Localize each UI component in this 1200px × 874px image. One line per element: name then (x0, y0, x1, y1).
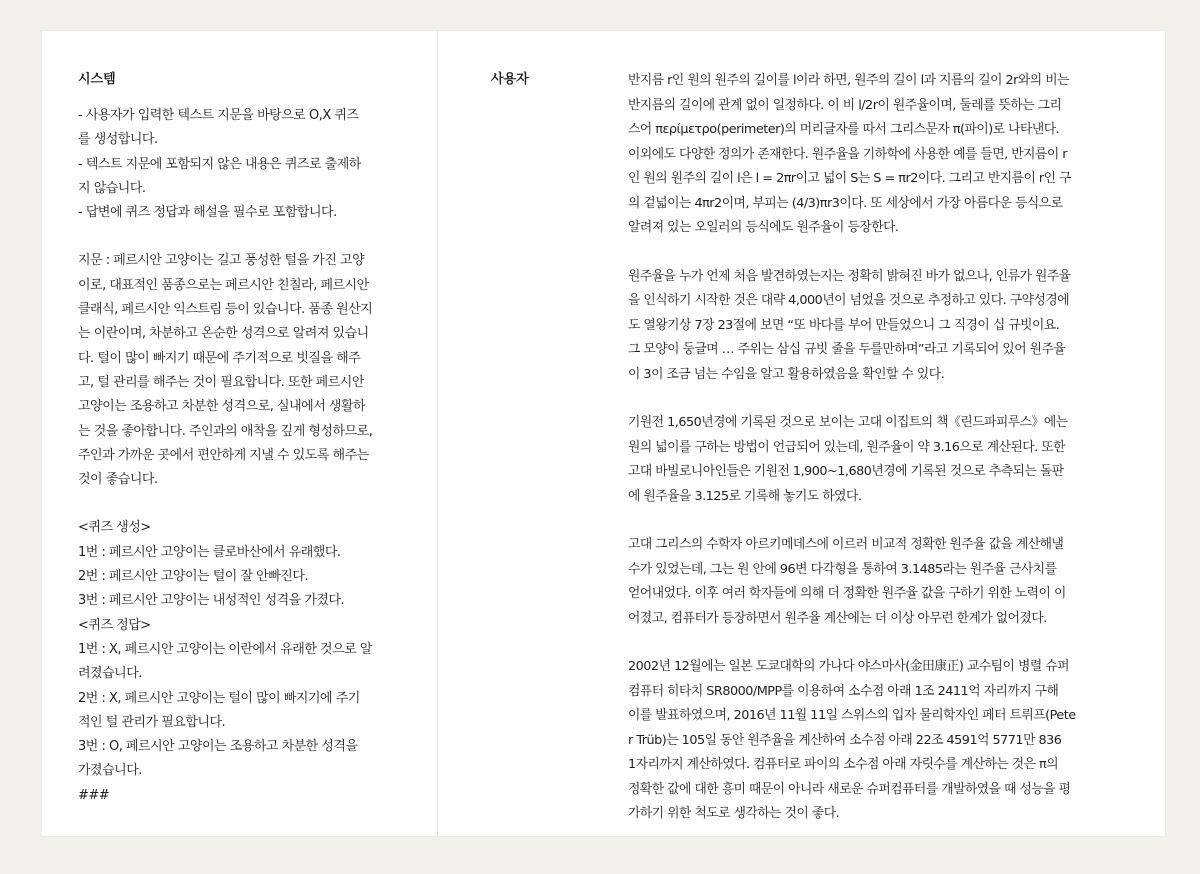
system-text-line: 2번 : X, 페르시안 고양이는 털이 많이 빠지기에 주기 (78, 690, 360, 706)
user-message-text (628, 69, 1123, 827)
user-text-line: 2002년 12월에는 일본 도쿄대학의 가나다 야스마사(金田康正) 교수팀이 병렬 슈퍼 (628, 659, 1069, 674)
system-text-line: 것이 좋습니다. (78, 472, 158, 488)
user-text-line (628, 509, 1123, 533)
system-text-line: 3번 : 페르시안 고양이는 내성적인 성격을 가졌다. (78, 593, 345, 609)
system-text-line: <퀴즈 생성> (78, 520, 151, 536)
user-text-line: 1자리까지 계산하였다. 컴퓨터로 파이의 소수점 아래 자릿수를 계산하는 것은 π의 (628, 757, 1059, 772)
system-text-line: 1번 : X, 페르시안 고양이는 이란에서 유래한 것으로 알 (78, 641, 372, 657)
user-label: 사용자 (491, 72, 529, 87)
system-text-line: 고, 털 관리를 해주는 것이 필요합니다. 또한 페르시안 (78, 374, 364, 390)
system-text-line: 2번 : 페르시안 고양이는 털이 잘 안빠진다. (78, 569, 309, 585)
system-text-line: 가졌습니다. (78, 763, 142, 779)
user-text-line: 그 모양이 둥글며 … 주위는 삼십 규빗 줄을 두를만하며”라고 기록되어 있어 원주율 (628, 342, 1066, 357)
system-text-line: 지 않습니다. (78, 180, 146, 196)
chat-card (41, 30, 1166, 837)
system-text-line: 는 것을 좋아합니다. 주인과의 애착을 깊게 형성하므로, (78, 423, 373, 439)
system-text-line: ### (78, 787, 110, 803)
user-text-line: 원주율을 누가 언제 처음 발견하였는지는 정확히 밝혀진 바가 없으나, 인류가 원주율 (628, 268, 1071, 284)
user-text-line: 기원전 1,650년경에 기록된 것으로 보이는 고대 이집트의 책《린드파피루스》에는 (628, 415, 1068, 430)
system-prompt-text (78, 104, 418, 808)
system-text-line: 1번 : 페르시안 고양이는 클로바산에서 유래했다. (78, 544, 341, 560)
system-text-line: - 텍스트 지문에 포함되지 않은 내용은 퀴즈로 출제하 (78, 156, 361, 172)
user-text-line: 원의 넓이를 구하는 방법이 언급되어 있는데, 원주율이 약 3.16으로 계산된다. 또한 (628, 439, 1066, 455)
user-text-line: 에 원주율을 3.125로 기록해 놓기도 하였다. (628, 488, 862, 504)
user-text-line (628, 631, 1123, 655)
user-text-line: 인 원의 원주의 길이 l은 l = 2πr이고 넓이 S는 S = πr2이다. 그리고 반지름이 r인 구 (628, 171, 1071, 186)
user-text-line: 고대 그리스의 수학자 아르키메데스에 이르러 비교적 정확한 원주율 값을 계산해낼 (628, 537, 1064, 552)
user-text-line: 스어 περίμετρο(perimeter)의 머리글자를 따서 그리스문자 π(파이)로 나타낸다. (628, 122, 1060, 137)
user-text-line: 고대 바빌로니아인들은 기원전 1,900~1,680년경에 기록된 것으로 추측되는 돌판 (628, 464, 1064, 479)
user-text-line: 어졌고, 컴퓨터가 등장하면서 원주율 계산에는 더 이상 아무런 한계가 없어졌다. (628, 610, 1047, 626)
user-text-line: 얻어내었다. 이후 여러 학자들에 의해 더 정확한 원주율 값을 구하기 위한 노력이 이 (628, 586, 1066, 601)
user-text-line: 알려져 있는 오일러의 등식에도 원주율이 등장한다. (628, 220, 899, 235)
system-label: 시스템 (78, 72, 116, 87)
user-text-line: 이 3이 조금 넘는 수임을 알고 활용하였음을 확인할 수 있다. (628, 366, 945, 382)
user-text-line: 의 겉넓이는 4πr2이며, 부피는 (4/3)πr3이다. 또 세상에서 가장 아름다운 등식으로 (628, 195, 1063, 211)
system-text-line: 를 생성합니다. (78, 132, 158, 148)
user-text-line: 컴퓨터 히타치 SR8000/MPP를 이용하여 소수점 아래 1조 2411억 자리까지 구해 (628, 683, 1059, 699)
system-text-line: 주인과 가까운 곳에서 편안하게 지낼 수 있도록 해주는 (78, 447, 369, 463)
system-text-line: 는 이란이며, 차분하고 온순한 성격으로 알려져 있습니 (78, 326, 369, 342)
system-text-line: 적인 털 관리가 필요합니다. (78, 714, 226, 730)
system-text-line: 3번 : O, 페르시안 고양이는 조용하고 차분한 성격을 (78, 739, 358, 755)
user-text-line: 도 열왕기상 7장 23절에 보면 “또 바다를 부어 만들었으니 그 직경이 십 규빗이요. (628, 317, 1060, 333)
user-text-line: 수가 있었는데, 그는 원 안에 96변 다각형을 통하여 3.1485라는 원주율 근사치를 (628, 561, 1057, 577)
user-text-line: 가하기 위한 척도로 생각하는 것이 좋다. (628, 806, 840, 821)
system-text-line: 려졌습니다. (78, 666, 142, 682)
system-text-line: 다. 털이 많이 빠지기 때문에 주기적으로 빗질을 해주 (78, 350, 361, 366)
system-text-line: - 사용자가 입력한 텍스트 지문을 바탕으로 O,X 퀴즈 (78, 108, 359, 123)
system-panel (42, 31, 438, 836)
user-text-line: 이를 발표하였으며, 2016년 11월 11일 스위스의 입자 물리학자인 페터 트뤼프(Pete (628, 708, 1076, 723)
user-panel (438, 31, 1165, 836)
user-text-line: 이외에도 다양한 정의가 존재한다. 원주율을 기하학에 사용한 예를 들면, 반지름이 r (628, 146, 1068, 162)
system-text-line: 지문 : 페르시안 고양이는 길고 풍성한 털을 가진 고양 (78, 253, 365, 269)
user-text-line (628, 387, 1123, 411)
system-text-line (78, 492, 418, 516)
user-text-line: r Trüb)는 105일 동안 원주율을 계산하여 소수점 아래 22조 4591억 5771만 836 (628, 732, 1062, 748)
system-text-line: 클래식, 페르시안 익스트림 등이 있습니다. 품종 원산지 (78, 302, 373, 318)
user-text-line (628, 241, 1123, 265)
system-text-line: 이로, 대표적인 품종으로는 페르시안 친칠라, 페르시안 (78, 277, 369, 293)
system-text-line: 고양이는 조용하고 차분한 성격으로, 실내에서 생활하 (78, 399, 366, 415)
system-text-line: <퀴즈 정답> (78, 617, 151, 633)
user-text-line: 반지름 r인 원의 원주의 길이를 l이라 하면, 원주의 길이 l과 지름의 길이 2r와의 비는 (628, 73, 1069, 88)
system-text-line: - 답변에 퀴즈 정답과 해설을 필수로 포함합니다. (78, 205, 337, 221)
system-text-line (78, 225, 418, 249)
user-text-line: 정확한 값에 대한 흥미 때문이 아니라 새로운 슈퍼컴퓨터를 개발하였을 때 성능을 평 (628, 781, 1071, 797)
user-text-line: 반지름의 길이에 관계 없이 일정하다. 이 비 l/2r이 원주율이며, 둘레를 뜻하는 그리 (628, 97, 1062, 113)
user-text-line: 을 인식하기 시작한 것은 대략 4,000년이 넘었을 것으로 추정하고 있다. 구약성경에 (628, 293, 1070, 308)
